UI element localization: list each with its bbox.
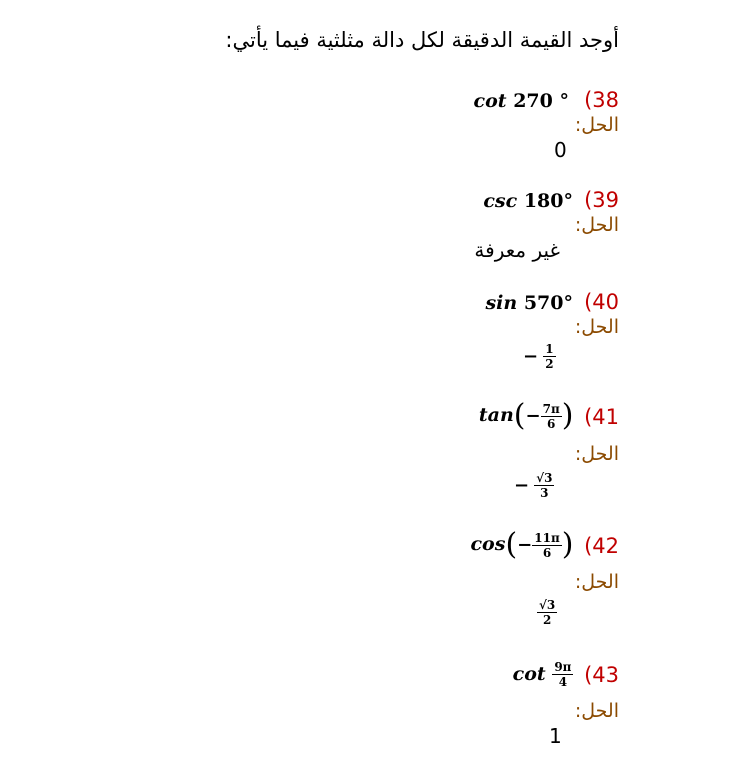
problem-41	[478, 398, 619, 433]
answer-38: 0	[554, 138, 567, 162]
solution-label: الحل:	[574, 443, 619, 465]
problem-39	[483, 188, 619, 212]
problem-number: (39	[584, 188, 619, 212]
fraction: $\frac{7\pi}{6}$	[542, 401, 560, 431]
expression: cot 270 °	[473, 90, 569, 112]
answer-42	[537, 598, 557, 627]
expression: sin 570°	[485, 292, 573, 314]
answer-40: − $\frac{1}{2}$	[523, 342, 554, 371]
answer-41: − $\frac{√3}{3}$	[514, 471, 553, 500]
problem-number: (43	[584, 663, 619, 687]
solution-label: الحل:	[574, 316, 619, 338]
solution-label: الحل:	[574, 214, 619, 236]
solution-label: الحل:	[574, 700, 619, 722]
solution-label: الحل:	[574, 571, 619, 593]
expression: cot $\frac{9\pi}{4}$	[512, 660, 572, 689]
problem-40	[485, 290, 619, 314]
fraction: $\frac{√3}{2}$	[539, 598, 556, 627]
problem-43	[513, 660, 619, 689]
fraction: $\frac{1}{2}$	[545, 342, 554, 371]
problem-number: (38	[584, 88, 619, 112]
expression: csc 180°	[483, 190, 573, 212]
problem-number: (42	[584, 533, 619, 558]
solution-label: الحل:	[574, 114, 619, 136]
problem-number: (40	[584, 290, 619, 314]
fraction: $\frac{11\pi}{6}$	[534, 530, 560, 560]
exercise-title: أوجد القيمة الدقيقة لكل دالة مثلثية فيما يأتي:	[225, 28, 619, 52]
problem-42	[470, 527, 619, 562]
fraction: $\frac{√3}{3}$	[536, 471, 553, 500]
answer-43: 1	[549, 724, 562, 748]
expression: tan(− $\frac{7\pi}{6}$ )	[478, 398, 574, 433]
fraction: $\frac{9\pi}{4}$	[554, 660, 572, 689]
answer-39: غير معرفة	[474, 238, 560, 262]
expression: cos(− $\frac{11\pi}{6}$ )	[470, 527, 574, 562]
problem-number: (41	[584, 404, 619, 429]
problem-38	[474, 88, 619, 112]
